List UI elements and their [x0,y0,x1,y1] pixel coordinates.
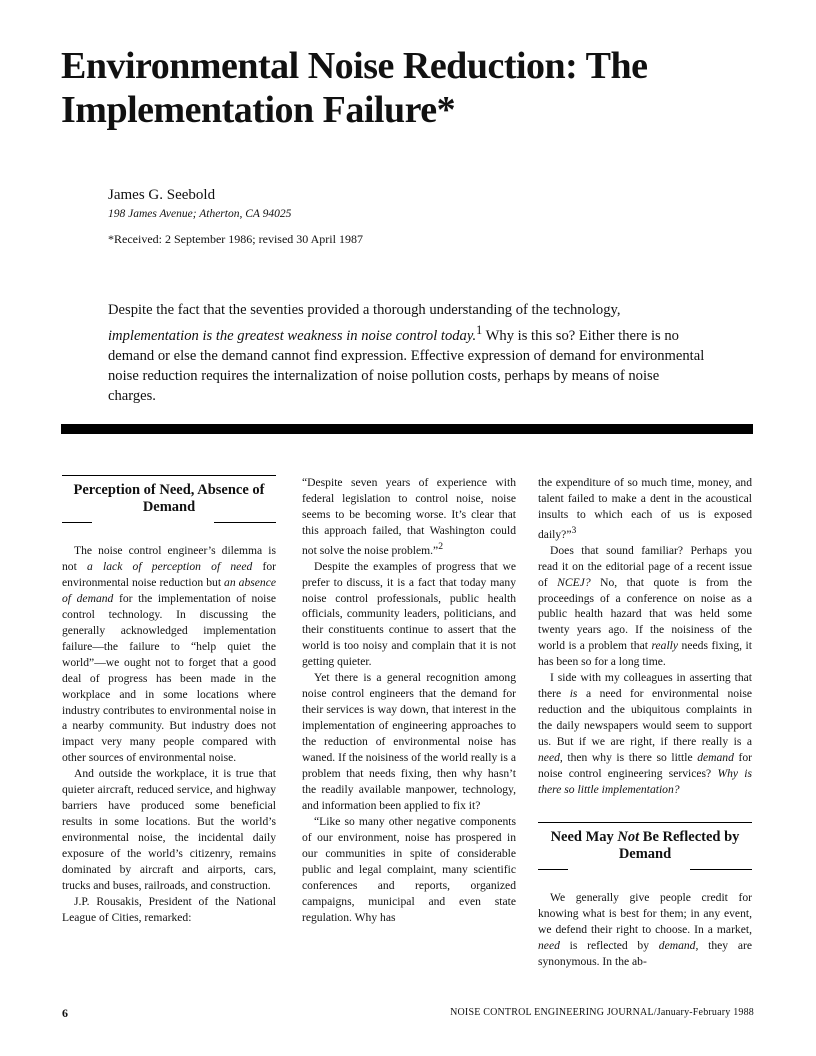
text-run: for environmental noise reduction but [62,559,276,589]
heading-rule [538,869,568,870]
text-run: is reflected by [559,938,659,952]
received-dates: *Received: 2 September 1986; revised 30 April 1987 [108,232,363,246]
paragraph [62,543,276,766]
footnote-ref-3: 3 [571,524,577,536]
quote-paragraph [302,475,516,559]
text-emphasis: is [569,687,578,701]
footnote-ref-1: 1 [476,323,483,337]
text-run: Does that sound familiar? Perhaps you read it on the editorial page of a recent issue of [538,543,752,589]
text-emphasis: demand, [658,938,699,952]
text-run: The noise control engineer’s dilemma is not [62,544,276,573]
text-emphasis: really [651,639,679,653]
quote-paragraph [538,475,752,543]
heading-rule [62,522,92,523]
journal-footer: NOISE CONTROL ENGINEERING JOURNAL/January-February 1988 [450,1007,754,1018]
section-heading-text: Perception of Need, Absence of Demand [73,482,265,515]
paragraph: And outside the workplace, it is true that quieter aircraft, reduced service, and highway barriers have produced some beneficial results in some locations. But the world’s environmental noise, the incidental daily exposure of the world’s citizenry, remains dominated by aircraft and airports, cars, trucks and buses, railroads, and construction. [62,767,276,893]
text-emphasis: need [538,938,560,952]
text-run: for the implementation of noise control technology. In discussing the generally acknowledged implementation failure—the failure to “help quiet the world”—we ought not to forget that a good deal of progress has been made in the workplace and in some locations where industry contributes to environmental noise in a nearby community. But industry does not impact very many people compared with other sources of environmental noise. [62,591,276,765]
abstract [108,300,708,406]
heavy-rule [61,424,753,434]
column-1 [62,475,276,926]
article-title: Environmental Noise Reduction: The Implementation Failure* [61,45,648,131]
abstract-text-2: Why is this so? Either there is no demand or else the demand cannot find expression. Effective expression of demand for environmental noise reduction requires the internalization of noise pollution costs, perhaps by means of noise charges. [108,327,705,404]
text-run: they are synonymous. In the ab- [538,938,752,968]
text-run: needs fixing, it has been so for a long time. [538,639,752,669]
text-emphasis: an absence of demand [62,575,276,605]
section-heading-emphasis: Not [617,828,640,845]
abstract-text-1: Despite the fact that the seventies provided a thorough understanding of the technology, [108,302,621,318]
page-number: 6 [62,1006,68,1020]
text-run: for noise control engineering services? [538,751,752,781]
paragraph [538,890,752,970]
text-run: We generally give people credit for knowing what is best for them; in any event, we defend their right to choose. In a market, [538,890,752,936]
column-3 [538,475,752,970]
paragraph: Yet there is a general recognition among noise control engineers that the demand for their services is way down, that interest in the implementation of engineering approaches to the reduction of environmental noise has waned. If the noisiness of the world really is a problem that needs fixing, then why hasn’t the readily available manpower, technology, and information been applied to fix it? [302,671,516,812]
text-emphasis: NCEJ? [557,575,591,589]
section-heading-perception [62,475,276,523]
heading-rule [62,475,276,476]
paragraph [538,543,752,671]
paragraph: “Like so many other negative components of our environment, noise has prospered in our communities in spite of considerable public and legal complaint, many scientific conferences and reports, organized campaigns, municipal and even state regulation. Why has [302,814,516,924]
section-heading-need [538,822,752,870]
text-run: then why is there so little [562,751,698,765]
section-heading-text: Need May [550,828,618,845]
heading-rule [690,869,752,870]
text-run: No, that quote is from the proceedings of a conference on noise as a public health hazard that was held some twenty years ago. If the noisiness of the world is a problem that [538,575,752,653]
text-run: the expenditure of so much time, money, and talent failed to make a dent in the acoustical insults to which each of us is exposed daily?” [538,476,752,541]
paragraph [538,670,752,798]
section-heading-text: Be Reflected by Demand [618,828,740,862]
author-address: 198 James Avenue; Atherton, CA 94025 [108,208,292,220]
paragraph: Despite the examples of progress that we prefer to discuss, it is a fact that today many noise control professionals, public health officials, community leaders, politicians, and their constituents continue to assert that the world is too noisy and complain that it is not getting quieter. [302,559,516,669]
heading-rule [214,522,276,523]
heading-rule [538,822,752,823]
text-emphasis: need, [538,751,563,765]
text-emphasis: a lack of perception of need [87,559,253,573]
abstract-emphasis: implementation is the greatest weakness in noise control today. [108,327,477,344]
text-run: “Despite seven years of experience with federal legislation to control noise, noise seems to be becoming worse. It’s clear that this approach failed, that Washington could not solve the noise problem.” [302,476,516,557]
column-2 [302,475,516,926]
paragraph: J.P. Rousakis, President of the National League of Cities, remarked: [62,894,276,924]
footnote-ref-2: 2 [438,540,444,552]
author-name: James G. Seebold [108,187,216,203]
text-emphasis: Why is there so little implementation? [538,767,752,796]
text-emphasis: demand [697,751,734,765]
text-run: I side with my colleagues in asserting that there [538,671,752,701]
text-run: a need for environmental noise reduction and the ubiquitous complaints in the daily newspapers would seem to support us. But if we are right, if there really is a [538,687,752,749]
